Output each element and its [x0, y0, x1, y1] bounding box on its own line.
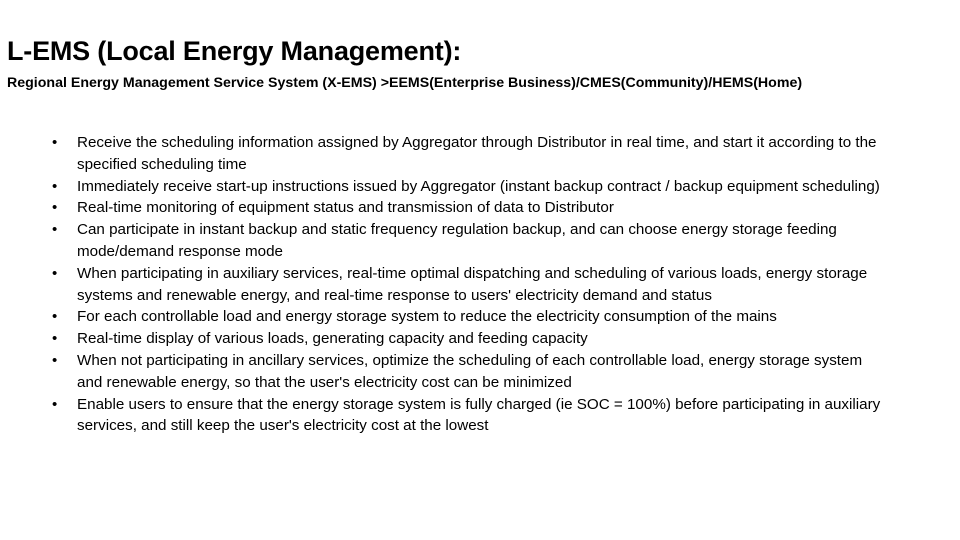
- bullet-icon: •: [52, 395, 58, 413]
- slide-title: L-EMS (Local Energy Management):: [7, 36, 462, 66]
- bullet-item: [52, 263, 882, 307]
- bullet-icon: •: [52, 134, 58, 151]
- bullet-item: [52, 350, 882, 394]
- bullet-icon: •: [52, 330, 58, 348]
- bullet-icon: •: [52, 264, 58, 282]
- bullet-item: [52, 132, 882, 176]
- slide-subtitle: Regional Energy Management Service System (X-EMS) >EEMS(Enterprise Business)/CMES(Community)/HEMS(Home): [7, 75, 803, 91]
- bullet-item: [52, 176, 882, 198]
- bullet-item: [52, 219, 882, 263]
- bullet-item: [52, 197, 882, 219]
- bullet-text: When participating in auxiliary services, real-time optimal dispatching and scheduling of various loads, energy storage systems and renewable energy, and real-time response to users' electricity demand and status: [77, 264, 868, 304]
- bullet-text: Real-time display of various loads, generating capacity and feeding capacity: [77, 330, 588, 348]
- bullet-text: Can participate in instant backup and static frequency regulation backup, and can choose energy storage feeding mode/demand response mode: [77, 221, 837, 260]
- bullet-icon: •: [52, 177, 58, 195]
- bullet-text: Immediately receive start-up instructions issued by Aggregator (instant backup contract / backup equipment scheduling): [77, 177, 880, 195]
- bullet-icon: •: [52, 199, 58, 217]
- bullet-text: Receive the scheduling information assigned by Aggregator through Distributor in real time, and start it according to the specified scheduling time: [77, 134, 877, 173]
- bullet-item: [52, 394, 882, 438]
- bullet-item: [52, 328, 882, 350]
- bullet-text: When not participating in ancillary services, optimize the scheduling of each controllable load, energy storage system and renewable energy, so that the user's electricity cost can be minimized: [77, 351, 863, 391]
- bullet-icon: •: [52, 221, 58, 239]
- bullet-text: For each controllable load and energy storage system to reduce the electricity consumption of the mains: [77, 308, 777, 326]
- bullet-icon: •: [52, 351, 58, 369]
- bullet-text: Real-time monitoring of equipment status and transmission of data to Distributor: [77, 199, 614, 217]
- bullet-item: [52, 306, 882, 328]
- bullet-icon: •: [52, 308, 58, 326]
- bullet-list: [52, 132, 882, 437]
- bullet-text: Enable users to ensure that the energy storage system is fully charged (ie SOC = 100%) before participating in auxiliary services, and still keep the user's electricity cost at the lowest: [77, 395, 881, 435]
